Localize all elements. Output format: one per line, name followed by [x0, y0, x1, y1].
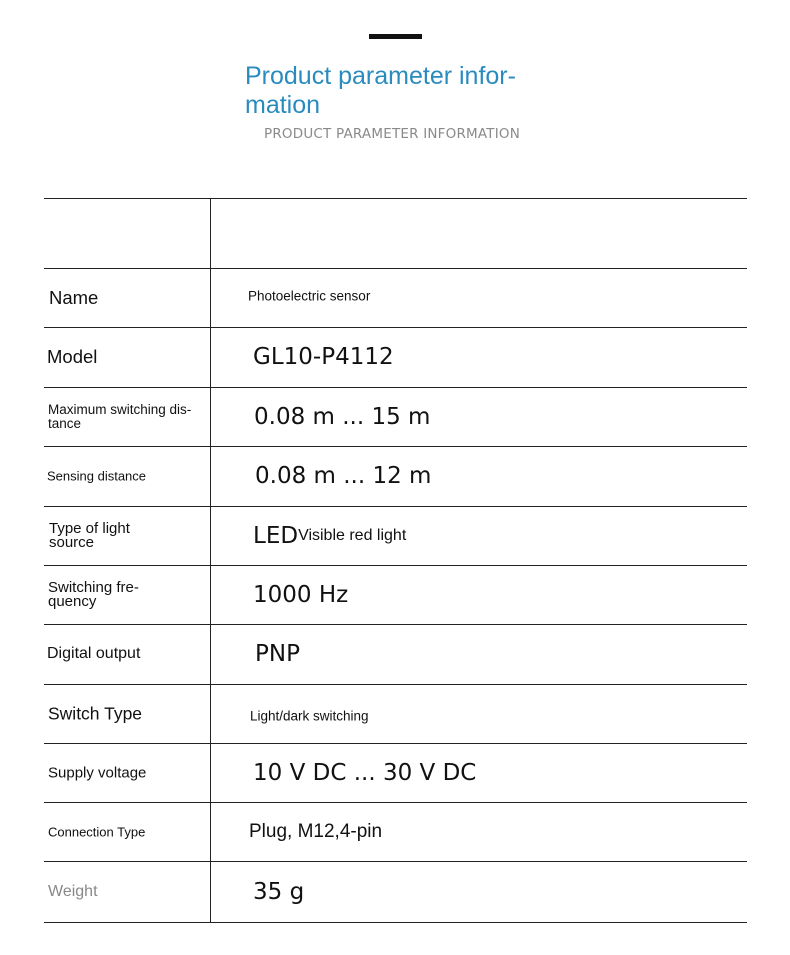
row-label: Weight — [48, 882, 98, 900]
row-value: PNP — [255, 641, 300, 667]
light-source-main: LED — [253, 522, 299, 549]
table-row-digital-output — [44, 624, 747, 684]
table-row-model — [44, 327, 747, 387]
row-label: Digital output — [47, 645, 141, 662]
row-label: Type of light source — [49, 519, 130, 551]
table-header-row — [44, 198, 747, 268]
table-row-sensing-distance — [44, 446, 747, 506]
row-label: Supply voltage — [48, 764, 147, 781]
table-row-weight — [44, 861, 747, 922]
row-value: 0.08 m ... 15 m — [254, 403, 431, 430]
row-value: 1000 Hz — [253, 581, 349, 608]
table-row-name — [44, 268, 747, 327]
row-value — [253, 523, 406, 549]
row-label: Switch Type — [48, 703, 143, 723]
row-label: Model — [47, 346, 98, 367]
table-row-max-switching-distance — [44, 387, 747, 446]
row-value: 35 g — [253, 878, 305, 905]
row-value: Plug, M12,4-pin — [249, 820, 383, 842]
top-decorative-bar — [369, 34, 422, 39]
table-row-switch-type — [44, 684, 747, 743]
row-value: Light/dark switching — [250, 708, 369, 724]
table-row-connection-type — [44, 802, 747, 861]
row-label: Name — [49, 286, 99, 308]
row-label: Connection Type — [48, 824, 146, 839]
light-source-detail: Visible red light — [298, 526, 407, 544]
row-value: GL10-P4112 — [253, 344, 394, 370]
table-row-supply-voltage — [44, 743, 747, 802]
row-value: 0.08 m ... 12 m — [255, 463, 432, 489]
row-label: Switching fre-quency — [48, 578, 139, 610]
table-row-switching-frequency — [44, 565, 747, 624]
row-value: 10 V DC ... 30 V DC — [253, 759, 477, 786]
table-bottom-border — [44, 922, 747, 923]
page-title: Product parameter infor-mation — [245, 62, 516, 119]
table-row-light-source — [44, 506, 747, 565]
row-value: Photoelectric sensor — [248, 288, 371, 304]
page-subtitle: PRODUCT PARAMETER INFORMATION — [264, 126, 521, 142]
row-label: Maximum switching dis-tance — [48, 401, 192, 431]
row-label: Sensing distance — [47, 468, 147, 484]
